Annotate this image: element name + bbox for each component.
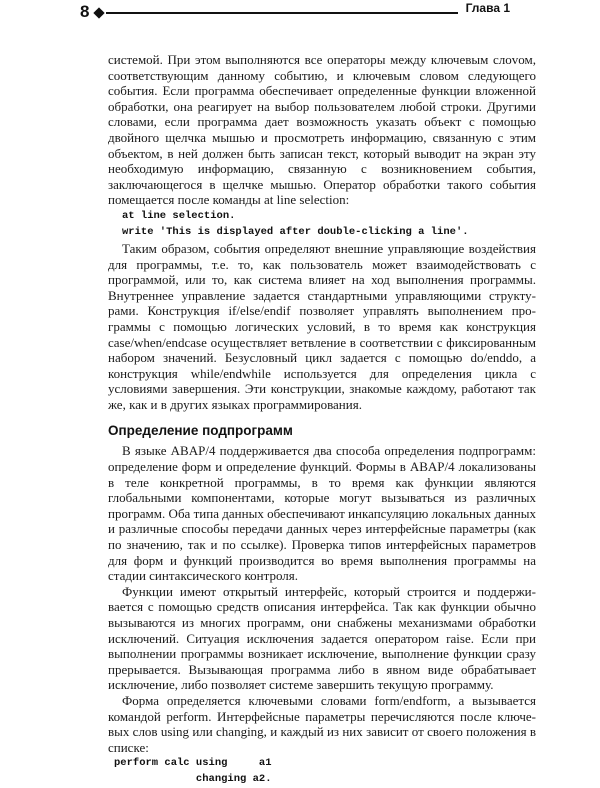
code-line: changing a2. (114, 773, 272, 786)
chapter-title: Глава 1 (458, 1, 510, 15)
code-line: perform calc using a1 (114, 757, 272, 770)
paragraph-events-continued: системой. При этом выполняются все операторы между ключевым слоvом, соответствующим данному событию, и ключевым словом следующего события. Если программа обеспечивает определенные функции вложенной обработки, она реагирует на выбор пользователем любой строки. Другими словами, если программа дает возможность указать объект с помощью двойного щелчка мышью и просмотреть информацию, связанную с этим объектом, в ней должен быть записан текст, который выводит на экран эту необходимую информацию, связанную с возникновением события, заключающегося в щелчке мышью. Оператор обработки такого события помещается после команды at line selection: (108, 52, 536, 208)
page-body (108, 52, 536, 788)
section-heading: Определение подпрограмм (108, 423, 293, 439)
header-rule (106, 12, 510, 14)
diamond-ornament-icon (93, 7, 104, 18)
paragraph-control-structures: Таким образом, события определяют внешние управляющие воздействия для программы, т.е. то, как пользователь может взаимодействовать с программой, или то, как система влияет на ход выполнения программы. Внутреннее управление задается стандартными управляющими структурами. Конструкция if/else/endif позволяет управлять выполнением программы с помощью логических условий, в то время как конструкция case/when/endcase осуществляет ветвление в соответствии с фиксированным набором значений. Безусловный цикл задается с помощью do/enddo, а конструкция while/endwhile используется для определения цикла с условиями завершения. Эти конструкции, знакомые каждому, работают так же, как и в других языках программирования. (108, 240, 536, 412)
page-number: 8 (80, 2, 90, 21)
page-header (80, 0, 510, 28)
paragraph-forms: Форма определяется ключевыми словами form/endform, а вызывается командой perform. Интерфейсные параметры перечисляются после ключевых слов using или changing, и каждый из них зависит от своего положения в списке: (108, 692, 536, 755)
paragraph-subroutines: В языке ABAP/4 поддерживается два способа определения подпрограмм: определение форм и определение функций. Формы в ABAP/4 локализованы в теле конкретной программы, в то время как функции являются глобальными компонентами, которые могут вызываться из различных программ. Оба типа данных обеспечивают инкапсуляцию локальных данных и различные способы передачи данных через интерфейсные параметры (как по значению, так и по ссылке). Проверка типов интерфейсных параметров для форм и функций производится во время выполнения программы на стадии синтаксического контроля. (108, 443, 536, 584)
code-line: at line selection. (122, 209, 236, 222)
code-line: write 'This is displayed after double-clicking a line'. (122, 225, 469, 238)
paragraph-functions: Функции имеют открытый интерфейс, который строится и поддерживается с помощью средств описания интерфейса. Так как функции обычно вызываются из многих программ, они снабжены механизмами обработки исключений. Ситуация исключения задается оператором raise. Если при выполнении программы возникает исключение, выполнение функции сразу прерывается. Вызывающая программа либо в явном виде обрабатывает исключение, либо позволяет системе завершить текущую программу. (108, 583, 536, 693)
